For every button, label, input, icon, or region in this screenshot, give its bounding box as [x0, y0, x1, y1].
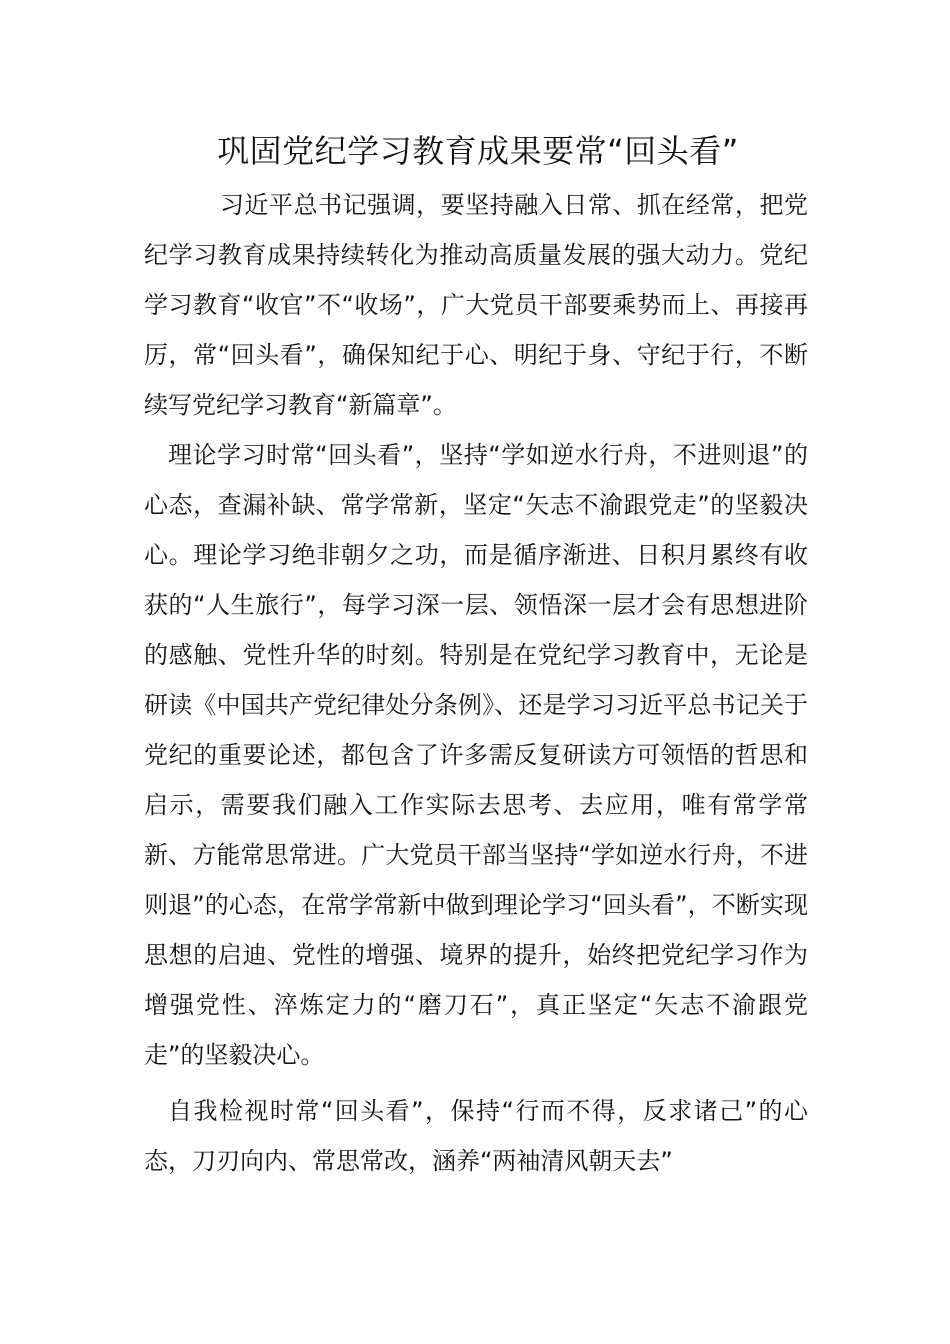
- document-page: [144, 128, 808, 1186]
- paragraph-self-review: 自我检视时常“回头看”，保持“行而不得，反求诸己”的心态，刀刃向内、常思常改，涵养“两袖清风朝天去”: [144, 1097, 808, 1175]
- paragraph-intro: 习近平总书记强调，要坚持融入日常、抓在经常，把党纪学习教育成果持续转化为推动高质量发展的强大动力。党纪学习教育“收官”不“收场”，广大党员干部要乘势而上、再接再厉，常“回头看”，确保知纪于心、明纪于身、守纪于行，不断续写党纪学习教育“新篇章”。: [144, 191, 808, 419]
- document-title: 巩固党纪学习教育成果要常“回头看”: [217, 132, 739, 170]
- paragraph-theory-study: 理论学习时常“回头看”，坚持“学如逆水行舟，不进则退”的心态，查漏补缺、常学常新，坚定“矢志不渝跟党走”的坚毅决心。理论学习绝非朝夕之功，而是循序渐进、日积月累终有收获的“人生旅行”，每学习深一层、领悟深一层才会有思想进阶的感触、党性升华的时刻。特别是在党纪学习教育中，无论是研读《中国共产党纪律处分条例》、还是学习习近平总书记关于党纪的重要论述，都包含了许多需反复研读方可领悟的哲思和启示，需要我们融入工作实际去思考、去应用，唯有常学常新、方能常思常进。广大党员干部当坚持“学如逆水行舟，不进则退”的心态，在常学常新中做到理论学习“回头看”，不断实现思想的启迪、党性的增强、境界的提升，始终把党纪学习作为增强党性、淬炼定力的“磨刀石”，真正坚定“矢志不渝跟党走”的坚毅决心。: [144, 441, 808, 1069]
